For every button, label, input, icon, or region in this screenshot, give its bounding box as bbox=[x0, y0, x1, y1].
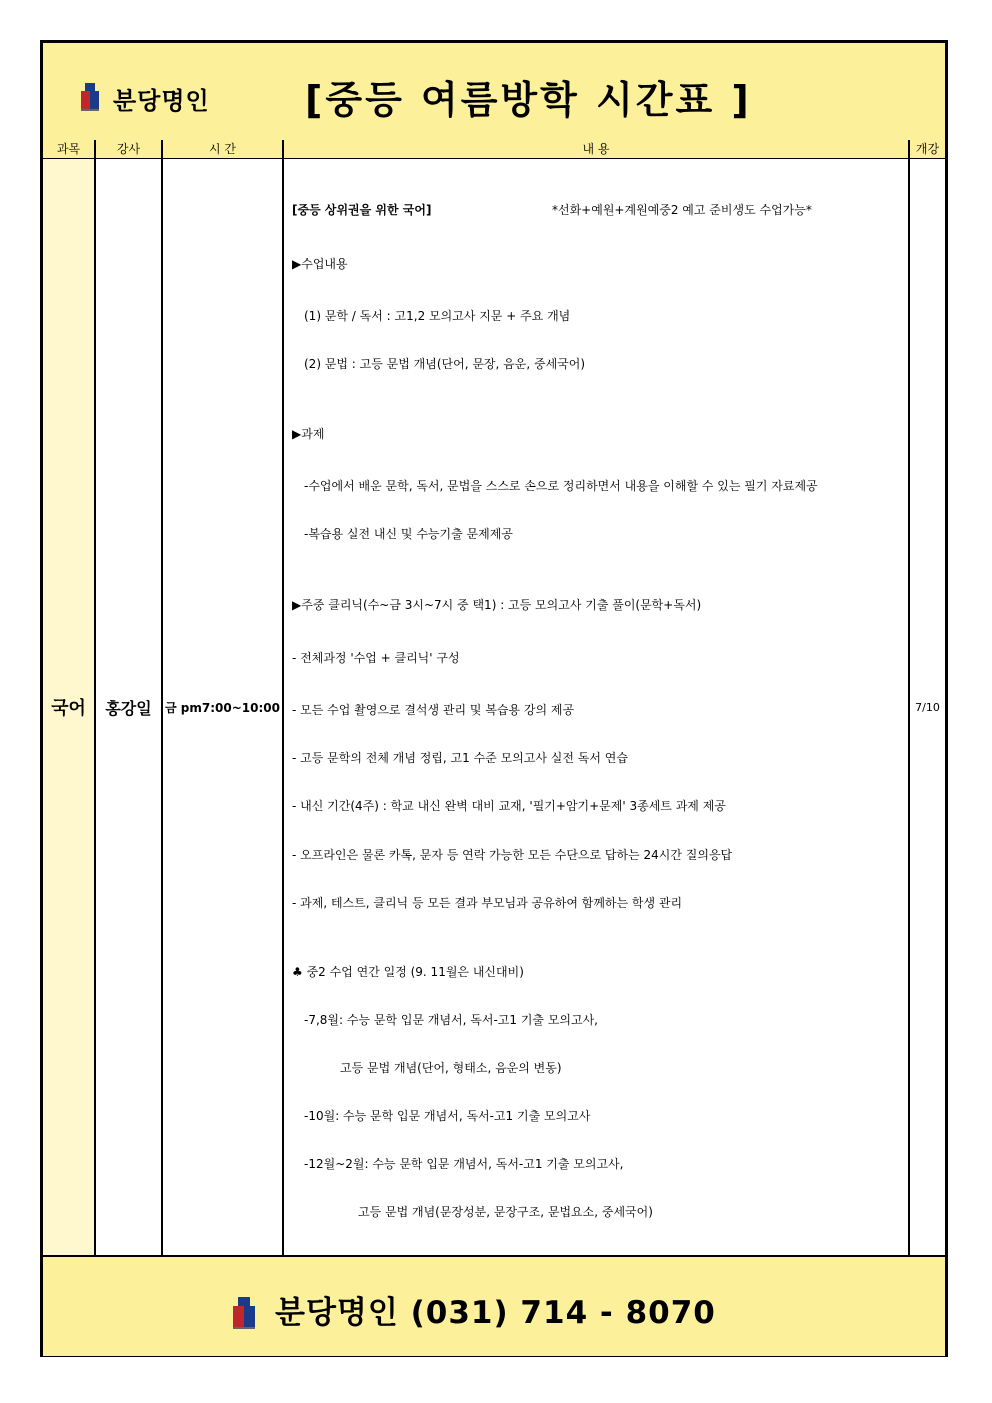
brand-name: 분당명인 bbox=[113, 87, 210, 115]
column-header-start: 개강 bbox=[910, 140, 945, 159]
column-header-teacher: 강사 bbox=[96, 140, 161, 159]
course-title: [중등 상위권을 위한 국어] bbox=[292, 203, 432, 217]
content-line: ♣ 중2 수업 연간 일정 (9. 11월은 내신대비) bbox=[292, 965, 524, 979]
footer-brand: 분당명인 bbox=[275, 1295, 399, 1331]
content-line: 고등 문법 개념(단어, 형태소, 음운의 변동) bbox=[340, 1061, 562, 1075]
content-line: - 과제, 테스트, 클리닉 등 모든 결과 부모님과 공유하여 함께하는 학생 관리 bbox=[292, 896, 683, 910]
time-cell: 금 pm7:00~10:00 bbox=[165, 700, 280, 715]
content-line: ▶주중 클리닉(수~금 3시~7시 중 택1) : 고등 모의고사 기출 풀이(문학+독서) bbox=[292, 598, 702, 612]
content-cell bbox=[292, 159, 908, 1255]
header bbox=[43, 43, 945, 142]
divider bbox=[282, 140, 284, 1255]
column-header-time: 시 간 bbox=[163, 140, 282, 159]
content-line: -12월~2월: 수능 문학 입문 개념서, 독서-고1 기출 모의고사, bbox=[304, 1157, 624, 1171]
academy-logo-icon bbox=[81, 83, 99, 109]
course-note: *선화+예원+계원예중2 예고 준비생도 수업가능* bbox=[552, 203, 812, 217]
column-header-content: 내 용 bbox=[284, 140, 908, 159]
footer-phone: (031) 714 - 8070 bbox=[410, 1295, 716, 1331]
teacher-cell: 홍강일 bbox=[105, 698, 152, 718]
content-line: ▶수업내용 bbox=[292, 257, 348, 271]
page-title: [중등 여름방학 시간표 ] bbox=[305, 78, 752, 122]
content-line: - 고등 문학의 전체 개념 정립, 고1 수준 모의고사 실전 독서 연습 bbox=[292, 751, 628, 765]
content-line: -복습용 실전 내신 및 수능기출 문제제공 bbox=[304, 527, 513, 541]
timetable-frame bbox=[40, 40, 948, 1357]
start-date-cell: 7/10 bbox=[915, 700, 940, 714]
content-line: -7,8월: 수능 문학 입문 개념서, 독서-고1 기출 모의고사, bbox=[304, 1013, 599, 1027]
content-line: -10월: 수능 문학 입문 개념서, 독서-고1 기출 모의고사 bbox=[304, 1109, 591, 1123]
column-header-subject: 과목 bbox=[43, 140, 94, 159]
footer bbox=[43, 1255, 945, 1356]
content-line: - 전체과정 '수업 + 클리닉' 구성 bbox=[292, 651, 460, 665]
academy-logo-icon bbox=[233, 1297, 255, 1327]
content-line: ▶과제 bbox=[292, 427, 325, 441]
content-line: - 모든 수업 촬영으로 결석생 관리 및 복습용 강의 제공 bbox=[292, 703, 575, 717]
content-line: - 내신 기간(4주) : 학교 내신 완벽 대비 교재, '필기+암기+문제' 3종세트 과제 제공 bbox=[292, 799, 726, 813]
content-line: 고등 문법 개념(문장성분, 문장구조, 문법요소, 중세국어) bbox=[358, 1205, 653, 1219]
footer-contact bbox=[275, 1287, 716, 1332]
subject-cell: 국어 bbox=[51, 698, 86, 719]
content-line: -수업에서 배운 문학, 독서, 문법을 스스로 손으로 정리하면서 내용을 이해할 수 있는 필기 자료제공 bbox=[304, 479, 818, 493]
content-line: (2) 문법 : 고등 문법 개념(단어, 문장, 음운, 중세국어) bbox=[304, 357, 586, 371]
content-line: (1) 문학 / 독서 : 고1,2 모의고사 지문 + 주요 개념 bbox=[304, 309, 571, 323]
content-line: - 오프라인은 물론 카톡, 문자 등 연락 가능한 모든 수단으로 답하는 24시간 질의응답 bbox=[292, 848, 733, 862]
